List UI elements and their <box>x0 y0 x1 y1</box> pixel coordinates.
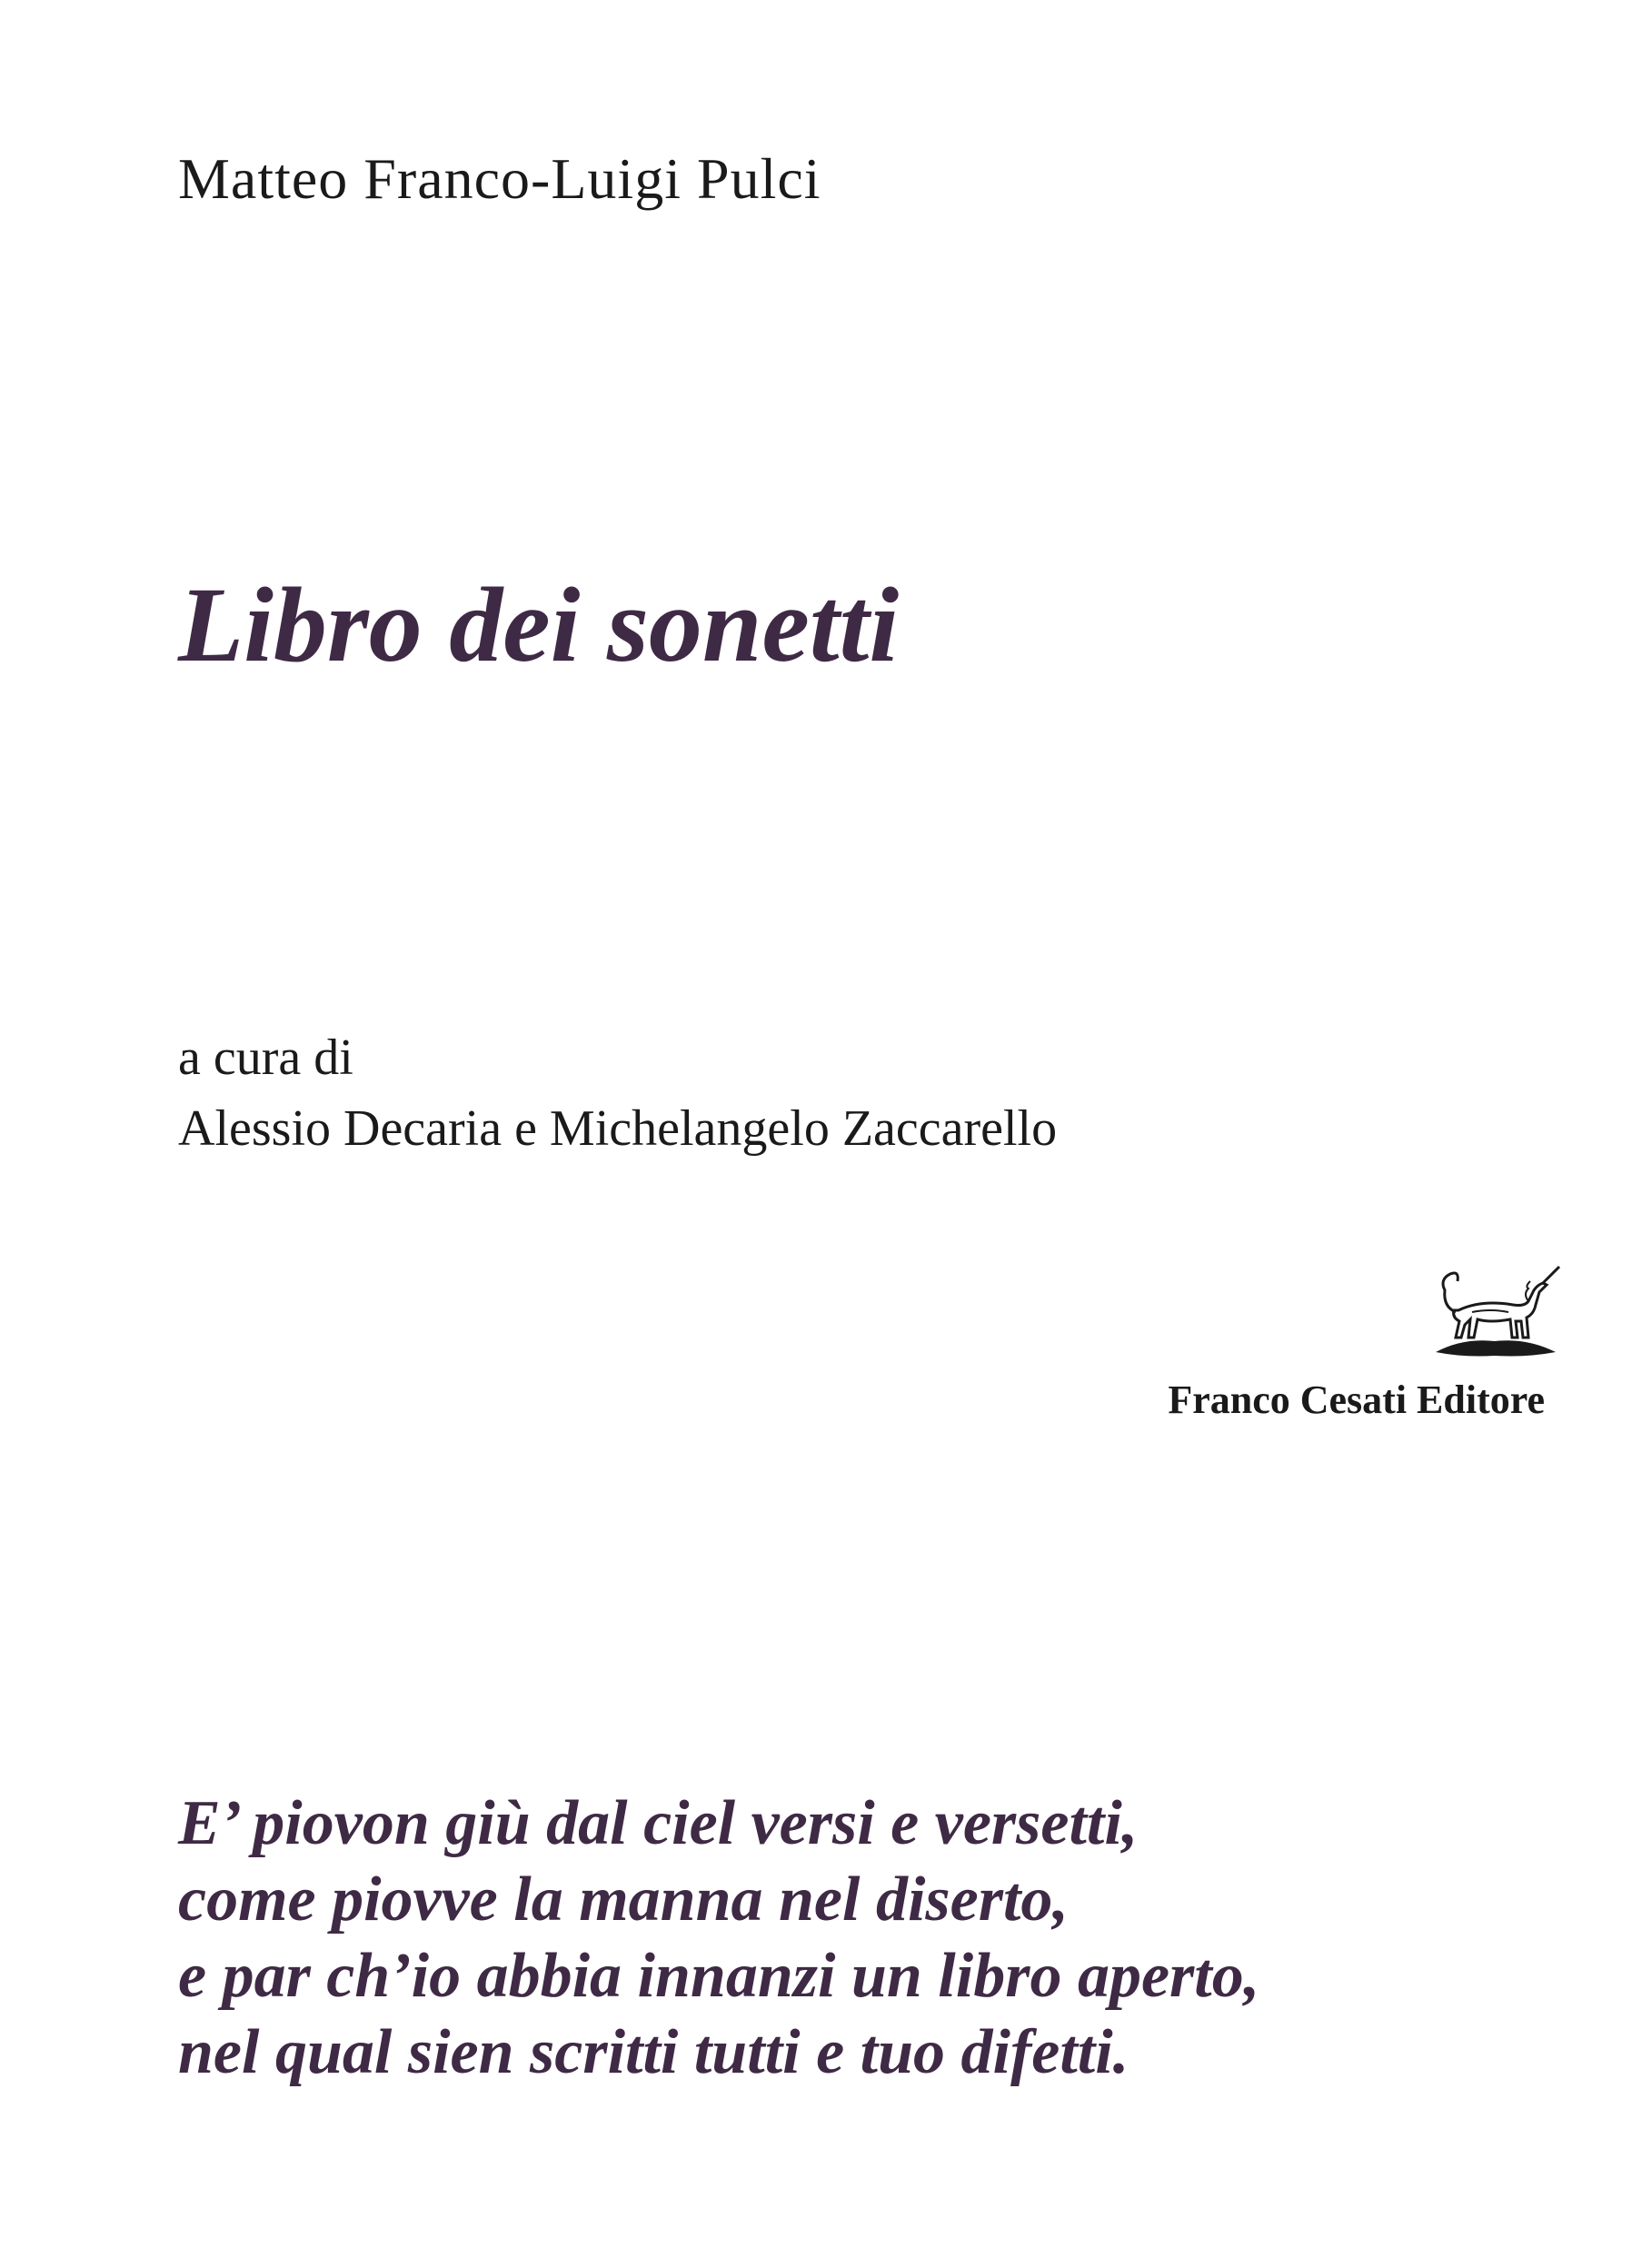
epigraph-line: e par ch’io abbia innanzi un libro aperto, <box>178 1941 1260 2011</box>
epigraph <box>178 1786 1259 2091</box>
authors: Matteo Franco-Luigi Pulci <box>178 146 821 211</box>
epigraph-line: E’ piovon giù dal ciel versi e versetti, <box>178 1788 1139 1858</box>
epigraph-line: nel qual sien scritti tutti e tuo difetti. <box>178 2017 1129 2087</box>
curators-block <box>178 1022 1057 1164</box>
curators-label: a cura di <box>178 1030 353 1086</box>
publisher-name: Franco Cesati Editore <box>1168 1378 1545 1422</box>
epigraph-line: come piovve la manna nel diserto, <box>178 1865 1069 1935</box>
unicorn-logo-icon <box>1427 1254 1563 1363</box>
book-title: Libro dei sonetti <box>178 565 900 684</box>
curators-names: Alessio Decaria e Michelangelo Zaccarello <box>178 1100 1058 1157</box>
